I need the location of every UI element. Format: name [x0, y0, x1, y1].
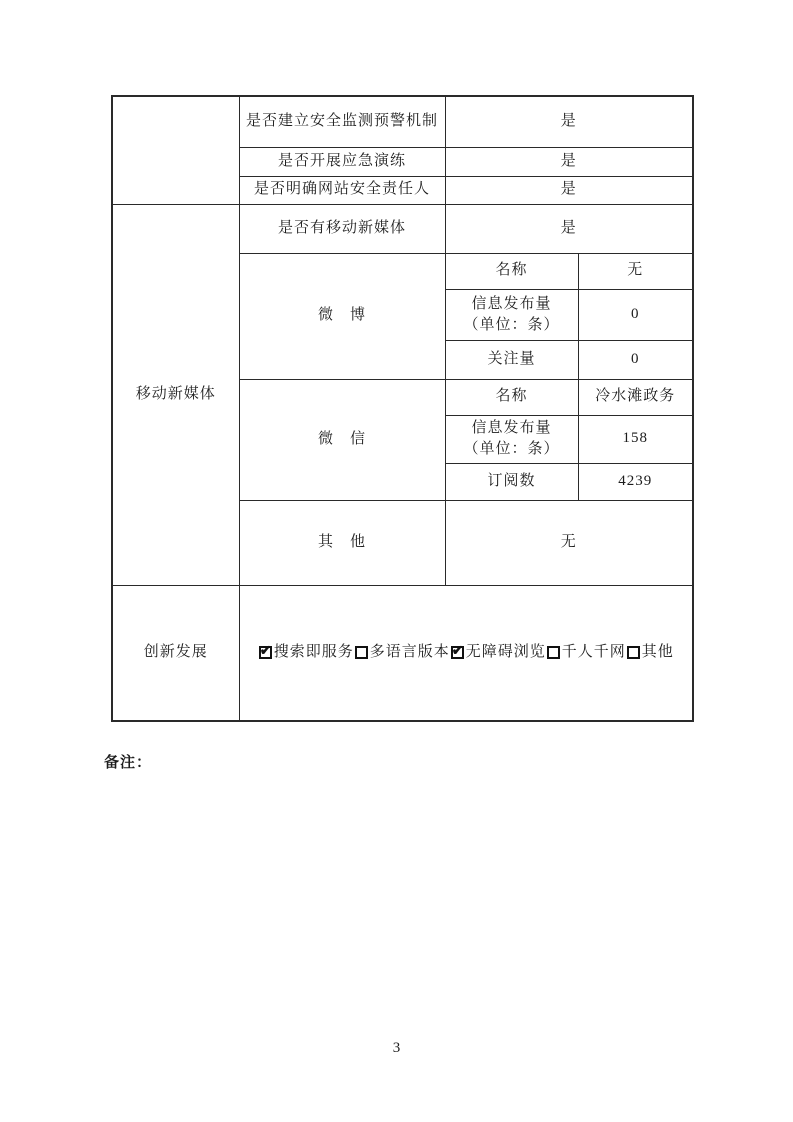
security-responsible-label: 是否明确网站安全责任人: [239, 176, 445, 204]
weibo-posts-label-line1: 信息发布量: [471, 295, 552, 312]
wechat-posts-value: 158: [578, 415, 693, 463]
wechat-name-value: 冷水滩政务: [578, 379, 693, 415]
wechat-subscribers-value: 4239: [578, 463, 693, 500]
weibo-posts-label-line2: （单位：条）: [463, 316, 560, 333]
innovation-options: [244, 642, 689, 664]
innovation-cell: [239, 585, 693, 721]
weibo-label: 微 博: [239, 253, 445, 379]
checkbox-unchecked-icon: [547, 646, 560, 659]
security-responsible-value: 是: [445, 176, 693, 204]
wechat-label: 微 信: [239, 379, 445, 500]
weibo-posts-label: [445, 289, 578, 340]
has-mobile-media-label: 是否有移动新媒体: [239, 204, 445, 253]
innovation-option-label: 多语言版本: [369, 643, 450, 660]
page-number: 3: [392, 1040, 401, 1056]
section-label-innovation: 创新发展: [112, 585, 239, 721]
wechat-subscribers-label: 订阅数: [445, 463, 578, 500]
weibo-followers-label: 关注量: [445, 340, 578, 379]
checkbox-checked-icon: [451, 646, 464, 659]
checkbox-checked-icon: [259, 646, 272, 659]
checkbox-unchecked-icon: [355, 646, 368, 659]
weibo-name-value: 无: [578, 253, 693, 289]
innovation-option-label: 搜索即服务: [273, 643, 354, 660]
government-website-report-table: [111, 95, 694, 722]
innovation-option-label: 千人千网: [561, 643, 626, 660]
wechat-name-label: 名称: [445, 379, 578, 415]
section-cell-empty: [112, 96, 239, 204]
wechat-posts-label-line1: 信息发布量: [471, 420, 552, 436]
other-media-label: 其 他: [239, 500, 445, 585]
weibo-followers-value: 0: [578, 340, 693, 379]
security-monitor-label: 是否建立安全监测预警机制: [239, 96, 445, 147]
has-mobile-media-value: 是: [445, 204, 693, 253]
security-monitor-value: 是: [445, 96, 693, 147]
emergency-drill-value: 是: [445, 147, 693, 176]
innovation-option-label: 其他: [641, 643, 674, 660]
wechat-posts-label: [445, 415, 578, 463]
weibo-name-label: 名称: [445, 253, 578, 289]
emergency-drill-label: 是否开展应急演练: [239, 147, 445, 176]
notes-label: 备注：: [104, 755, 153, 771]
section-label-mobile-media: 移动新媒体: [112, 204, 239, 585]
checkbox-unchecked-icon: [627, 646, 640, 659]
other-media-value: 无: [445, 500, 693, 585]
weibo-posts-value: 0: [578, 289, 693, 340]
innovation-option-label: 无障碍浏览: [465, 643, 546, 660]
wechat-posts-label-line2: （单位：条）: [463, 441, 560, 457]
